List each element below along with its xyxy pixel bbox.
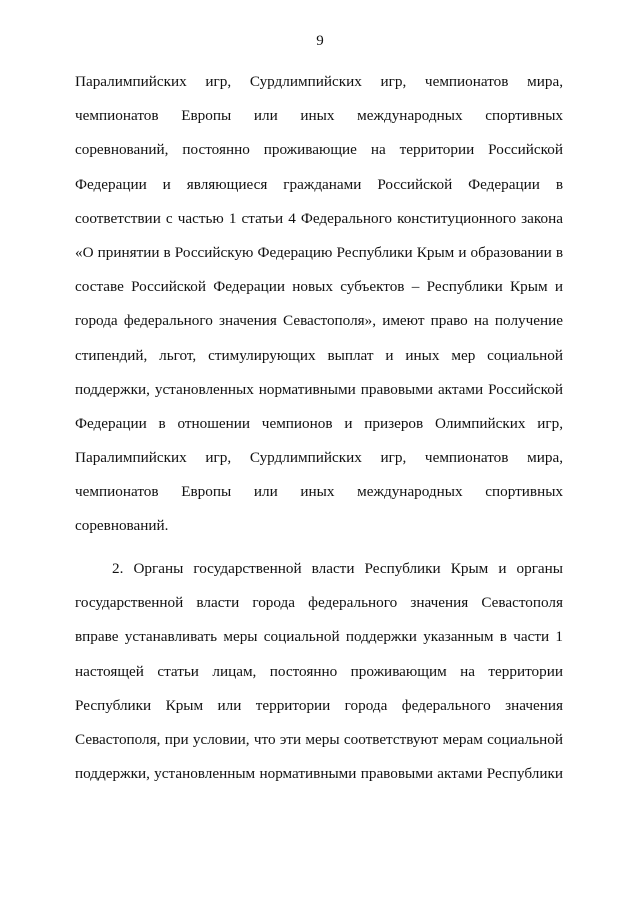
text-line: соревнований. xyxy=(75,517,169,535)
text-line: Паралимпийских игр, Сурдлимпийских игр, чемпионатов мира, xyxy=(75,449,563,467)
page-number: 9 xyxy=(316,33,324,49)
paragraph-1 xyxy=(75,72,563,551)
text-line: поддержки, установленных нормативными правовыми актами Российской xyxy=(75,380,563,398)
text-line: Федерации в отношении чемпионов и призеров Олимпийских игр, xyxy=(75,414,563,432)
text-line: «О принятии в Российскую Федерацию Республики Крым и образовании в xyxy=(75,243,563,261)
text-line: поддержки, установленным нормативными правовыми актами Республики xyxy=(75,765,563,783)
text-line: составе Российской Федерации новых субъектов – Республики Крым и xyxy=(75,278,563,296)
text-line: государственной власти города федерального значения Севастополя xyxy=(75,594,563,612)
text-line: Республики Крым или территории города федерального значения xyxy=(75,696,563,714)
text-line: чемпионатов Европы или иных международных спортивных xyxy=(75,483,563,501)
text-line: 2. Органы государственной власти Республики Крым и органы xyxy=(112,560,563,577)
text-line: соответствии с частью 1 статьи 4 Федерального конституционного закона xyxy=(75,209,563,227)
text-line: Паралимпийских игр, Сурдлимпийских игр, чемпионатов мира, xyxy=(75,73,563,90)
text-line: Федерации и являющиеся гражданами Российской Федерации в xyxy=(75,175,563,193)
text-line: соревнований, постоянно проживающие на территории Российской xyxy=(75,141,563,159)
text-line: стипендий, льгот, стимулирующих выплат и иных мер социальной xyxy=(75,346,563,364)
text-line: Севастополя, при условии, что эти меры соответствуют мерам социальной xyxy=(75,730,563,748)
paragraph-2 xyxy=(75,559,563,798)
text-line: города федерального значения Севастополя», имеют право на получение xyxy=(75,312,563,330)
text-line: чемпионатов Европы или иных международных спортивных xyxy=(75,107,563,125)
text-line: вправе устанавливать меры социальной поддержки указанным в части 1 xyxy=(75,628,563,646)
text-line: настоящей статьи лицам, постоянно проживающим на территории xyxy=(75,662,563,680)
